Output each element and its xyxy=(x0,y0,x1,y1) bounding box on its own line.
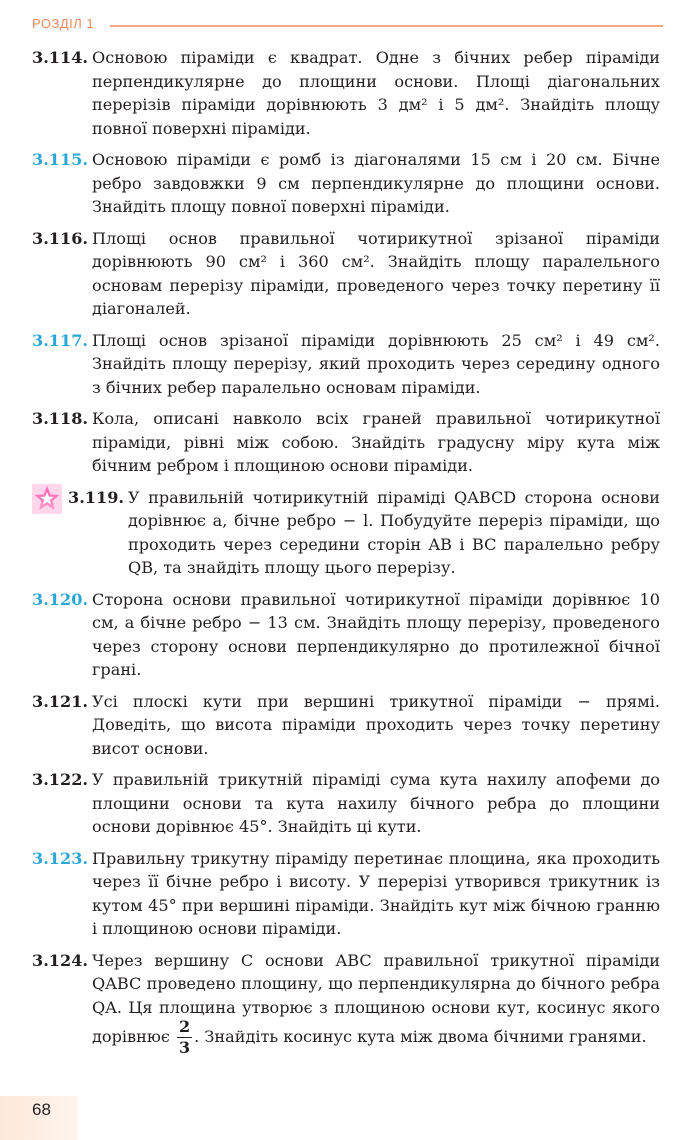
problem-text: Основою піраміди є квадрат. Одне з бічних ребер піраміди перпендикулярне до площини основи. Площі діагональних перерізів піраміди дорівнюють 3 дм² і 5 дм². Знайдіть площу повної поверхні піраміди. xyxy=(92,48,660,138)
problem-text xyxy=(32,949,660,1057)
problem-text: Основою піраміди є ромб із діагоналями 15 см і 20 см. Бічне ребро завдовжки 9 см перпендикулярне до площини основи. Знайдіть площу повної поверхні піраміди. xyxy=(92,150,660,216)
fraction-numerator: 2 xyxy=(179,1017,191,1036)
problem-text: У правильній чотирикутній піраміді QABCD сторона основи дорівнює a, бічне ребро − l. Побудуйте переріз піраміди, що проходить через середини сторін AB і BC паралельно ребру QB, та знайдіть площу цього перерізу. xyxy=(128,487,660,577)
problem-3-123 xyxy=(32,847,660,941)
page-number: 68 xyxy=(32,1100,51,1119)
problem-number: 3.123. xyxy=(32,848,88,868)
problem-text: У правильній трикутній піраміді сума кута нахилу апофеми до площини основи та кута нахилу бічного ребра до площини основи дорівнює 45°. Знайдіть ці кути. xyxy=(92,770,660,836)
problem-3-120 xyxy=(32,588,660,682)
problem-3-116 xyxy=(32,227,660,321)
problem-number: 3.117. xyxy=(32,330,88,350)
fraction xyxy=(177,1019,192,1056)
problem-number: 3.114. xyxy=(32,48,88,67)
page-header xyxy=(32,14,663,36)
problem-number: 3.120. xyxy=(32,589,88,609)
problem-3-118 xyxy=(32,407,660,478)
header-rule xyxy=(110,25,663,27)
fraction-denominator: 3 xyxy=(179,1038,191,1057)
problem-number: 3.124. xyxy=(32,950,88,970)
problem-number: 3.115. xyxy=(32,150,88,169)
problem-3-115 xyxy=(32,148,660,219)
problem-list xyxy=(32,46,660,1064)
problem-3-119 xyxy=(32,486,660,580)
problem-text: Кола, описані навколо всіх граней правильної чотирикутної піраміди, рівні між собою. Знайдіть градусну міру кута між бічним ребром і площиною основи піраміди. xyxy=(92,409,660,475)
problem-number: 3.119. xyxy=(68,487,124,507)
problem-3-114 xyxy=(32,46,660,140)
problem-number: 3.121. xyxy=(32,691,88,711)
problem-text: Усі плоскі кути при вершині трикутної піраміди − прямі. Доведіть, що висота піраміди проходить через точку перетину висот основи. xyxy=(92,691,660,758)
problem-number: 3.122. xyxy=(32,770,88,789)
problem-number: 3.116. xyxy=(32,228,88,248)
problem-3-121 xyxy=(32,690,660,761)
problem-number: 3.118. xyxy=(32,409,88,428)
problem-text: Площі основ зрізаної піраміди дорівнюють 25 см² і 49 см². Знайдіть площу перерізу, який проходить через середину одного з бічних ребер паралельно основам піраміди. xyxy=(92,330,660,397)
problem-text: Сторона основи правильної чотирикутної піраміди дорівнює 10 см, а бічне ребро − 13 см. Знайдіть площу перерізу, проведеного через сторону основи перпендикулярно до протилежної бічної грані. xyxy=(92,589,660,679)
problem-3-124 xyxy=(32,949,660,1057)
problem-3-117 xyxy=(32,329,660,400)
section-label: РОЗДІЛ 1 xyxy=(32,16,95,31)
star-icon xyxy=(32,484,62,514)
problem-text: Площі основ правильної чотирикутної зрізаної піраміди дорівнюють 90 см² і 360 см². Знайдіть площу паралельного основам перерізу піраміди, проведеного через точку перетину її діагоналей. xyxy=(92,228,660,318)
problem-text-before: Через вершину C основи ABC правильної трикутної піраміди QABC проведено площину, що перпендикулярна до бічного ребра QA. Ця площина утворює з площиною основи кут, косинус якого дорівнює xyxy=(92,950,660,1046)
problem-text: Правильну трикутну піраміду перетинає площина, яка проходить через її бічне ребро і висоту. У перерізі утворився трикутник із кутом 45° при вершині піраміди. Знайдіть кут між бічною гранню і площиною основи піраміди. xyxy=(92,848,660,938)
problem-text-after: . Знайдіть косинус кута між двома бічними гранями. xyxy=(194,1027,647,1046)
problem-3-122 xyxy=(32,768,660,839)
